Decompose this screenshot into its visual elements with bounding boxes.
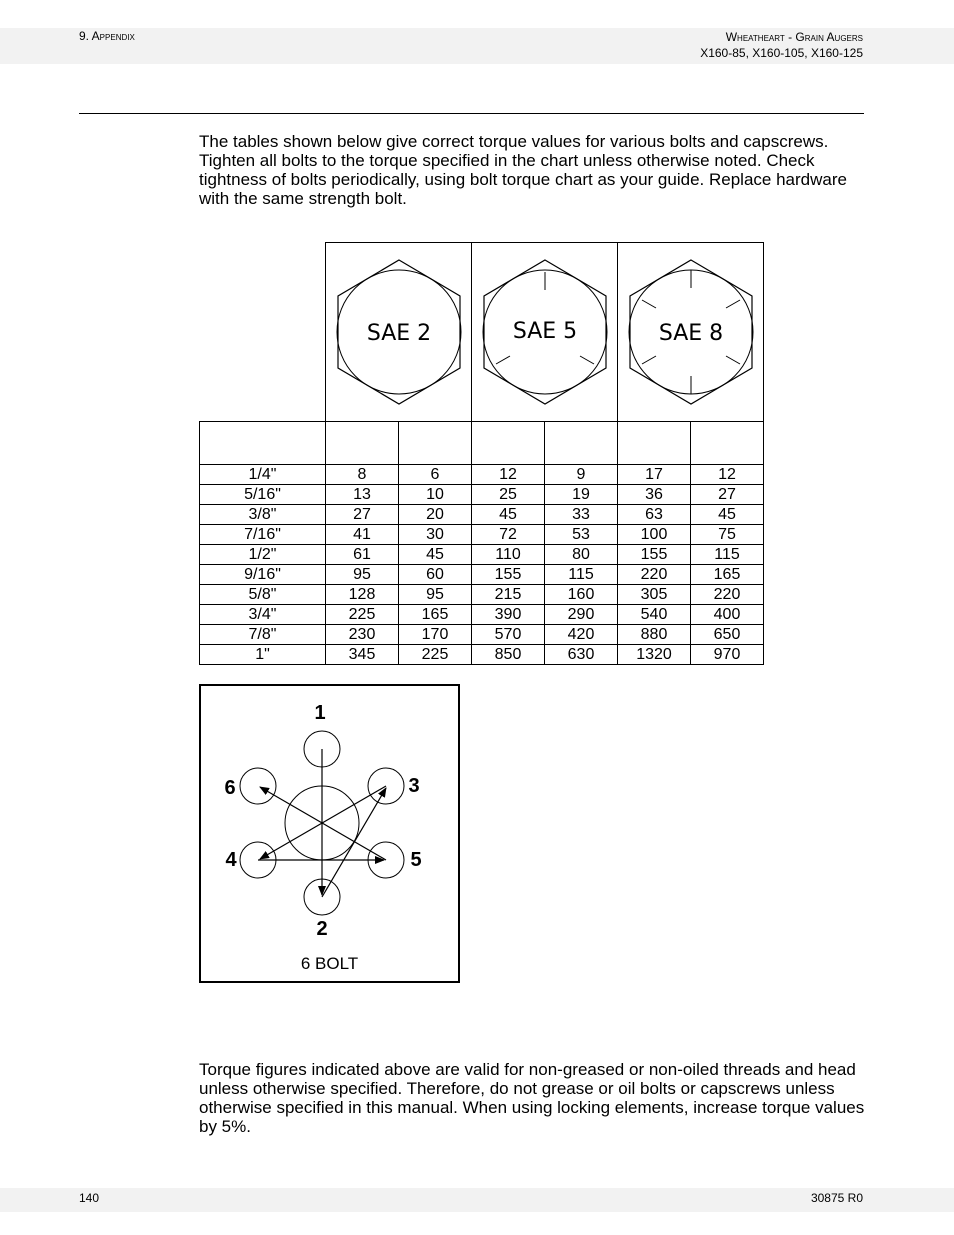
- torque-value-cell: 220: [691, 585, 764, 605]
- grade-cell-sae2: [326, 243, 472, 422]
- table-row: [200, 485, 764, 505]
- bolt-number: 4: [225, 849, 237, 871]
- bolt-size-cell: 9/16": [200, 565, 326, 585]
- header-right: [700, 29, 863, 61]
- torque-value-cell: 19: [545, 485, 618, 505]
- bolt-number: 1: [314, 702, 326, 724]
- table-row: [200, 465, 764, 485]
- torque-value-cell: 110: [472, 545, 545, 565]
- model-list: X160-85, X160-105, X160-125: [700, 46, 863, 60]
- torque-value-cell: 12: [472, 465, 545, 485]
- units-cell: [200, 422, 326, 465]
- bolt-size-cell: 1": [200, 645, 326, 665]
- bolt-size-cell: 7/8": [200, 625, 326, 645]
- torque-value-cell: 850: [472, 645, 545, 665]
- sae2-bolt-head-icon: [332, 254, 466, 410]
- torque-value-cell: 165: [691, 565, 764, 585]
- torque-value-cell: 45: [399, 545, 472, 565]
- table-row: [200, 585, 764, 605]
- torque-value-cell: 45: [472, 505, 545, 525]
- torque-value-cell: 880: [618, 625, 691, 645]
- torque-value-cell: 20: [399, 505, 472, 525]
- torque-value-cell: 12: [691, 465, 764, 485]
- intro-paragraph: The tables shown below give correct torque values for various bolts and capscrews. Tighten all bolts to the torque specified in the chart unless otherwise noted. Check tightness of bolts periodically, using bolt torque chart as your guide. Replace hardware with the same strength bolt.: [199, 132, 847, 208]
- torque-table: [199, 242, 764, 665]
- torque-value-cell: 45: [691, 505, 764, 525]
- torque-value-cell: 215: [472, 585, 545, 605]
- torque-value-cell: 225: [326, 605, 399, 625]
- torque-value-cell: 170: [399, 625, 472, 645]
- page-number: 140: [79, 1191, 100, 1205]
- torque-value-cell: 115: [691, 545, 764, 565]
- units-cell: [691, 422, 764, 465]
- product-title: Wheatheart - Grain Augers: [725, 30, 863, 44]
- torque-value-cell: 8: [326, 465, 399, 485]
- torque-value-cell: 155: [618, 545, 691, 565]
- torque-value-cell: 630: [545, 645, 618, 665]
- torque-value-cell: 53: [545, 525, 618, 545]
- header-rule: [79, 113, 864, 114]
- torque-value-cell: 420: [545, 625, 618, 645]
- torque-value-cell: 128: [326, 585, 399, 605]
- bolt-number: 2: [316, 918, 328, 940]
- torque-value-cell: 305: [618, 585, 691, 605]
- torque-value-cell: 225: [399, 645, 472, 665]
- torque-value-cell: 1320: [618, 645, 691, 665]
- torque-value-cell: 72: [472, 525, 545, 545]
- bolt-number: 3: [408, 775, 420, 797]
- torque-value-cell: 17: [618, 465, 691, 485]
- torque-value-cell: 95: [326, 565, 399, 585]
- sae8-bolt-head-icon: [624, 254, 758, 410]
- torque-value-cell: 155: [472, 565, 545, 585]
- torque-value-cell: 80: [545, 545, 618, 565]
- torque-value-cell: 345: [326, 645, 399, 665]
- bolt-size-cell: 5/8": [200, 585, 326, 605]
- torque-value-cell: 95: [399, 585, 472, 605]
- bolt-size-cell: 3/4": [200, 605, 326, 625]
- torque-value-cell: 970: [691, 645, 764, 665]
- table-row: [200, 605, 764, 625]
- torque-value-cell: 33: [545, 505, 618, 525]
- torque-value-cell: 650: [691, 625, 764, 645]
- torque-value-cell: 100: [618, 525, 691, 545]
- torque-value-cell: 540: [618, 605, 691, 625]
- bolt-size-cell: 7/16": [200, 525, 326, 545]
- bolt-number: 6: [224, 777, 236, 799]
- diagram-caption: 6 BOLT: [300, 954, 359, 973]
- torque-value-cell: 63: [618, 505, 691, 525]
- torque-value-cell: 390: [472, 605, 545, 625]
- grade-label: SAE 5: [512, 319, 577, 344]
- units-cell: [472, 422, 545, 465]
- torque-value-cell: 220: [618, 565, 691, 585]
- units-cell: [326, 422, 399, 465]
- grade-cell-sae8: [618, 243, 764, 422]
- torque-value-cell: 9: [545, 465, 618, 485]
- torque-value-cell: 290: [545, 605, 618, 625]
- torque-value-cell: 400: [691, 605, 764, 625]
- units-cell: [399, 422, 472, 465]
- torque-value-cell: 61: [326, 545, 399, 565]
- torque-value-cell: 27: [691, 485, 764, 505]
- torque-value-cell: 160: [545, 585, 618, 605]
- bolt-size-cell: 1/2": [200, 545, 326, 565]
- section-title: 9. Appendix: [79, 29, 135, 43]
- grade-label: SAE 2: [366, 321, 431, 346]
- torque-value-cell: 30: [399, 525, 472, 545]
- sae5-bolt-head-icon: [478, 254, 612, 410]
- document-number: 30875 R0: [810, 1191, 863, 1205]
- grade-label: SAE 8: [658, 321, 723, 346]
- torque-value-cell: 6: [399, 465, 472, 485]
- torque-value-cell: 165: [399, 605, 472, 625]
- table-row: [200, 525, 764, 545]
- torque-value-cell: 570: [472, 625, 545, 645]
- torque-value-cell: 115: [545, 565, 618, 585]
- bolt-pattern-diagram: [199, 684, 460, 983]
- grade-logo-row: [200, 243, 764, 422]
- torque-value-cell: 36: [618, 485, 691, 505]
- bolt-size-cell: 1/4": [200, 465, 326, 485]
- table-row: [200, 625, 764, 645]
- units-cell: [545, 422, 618, 465]
- table-row: [200, 505, 764, 525]
- torque-value-cell: 75: [691, 525, 764, 545]
- torque-value-cell: 60: [399, 565, 472, 585]
- footnote-paragraph: Torque figures indicated above are valid for non-greased or non-oiled threads and head unless otherwise specified. Therefore, do not grease or oil bolts or capscrews unless otherwise specified in this manual. When using locking elements, increase torque values by 5%.: [199, 1060, 865, 1136]
- torque-value-cell: 27: [326, 505, 399, 525]
- torque-value-cell: 13: [326, 485, 399, 505]
- units-cell: [618, 422, 691, 465]
- table-row: [200, 545, 764, 565]
- table-row: [200, 645, 764, 665]
- grade-cell-sae5: [472, 243, 618, 422]
- bolt-size-cell: 5/16": [200, 485, 326, 505]
- torque-value-cell: 25: [472, 485, 545, 505]
- six-bolt-sequence-icon: [201, 686, 458, 946]
- torque-value-cell: 41: [326, 525, 399, 545]
- bolt-number: 5: [410, 849, 422, 871]
- torque-value-cell: 230: [326, 625, 399, 645]
- table-row: [200, 565, 764, 585]
- units-row: [200, 422, 764, 465]
- torque-value-cell: 10: [399, 485, 472, 505]
- bolt-size-cell: 3/8": [200, 505, 326, 525]
